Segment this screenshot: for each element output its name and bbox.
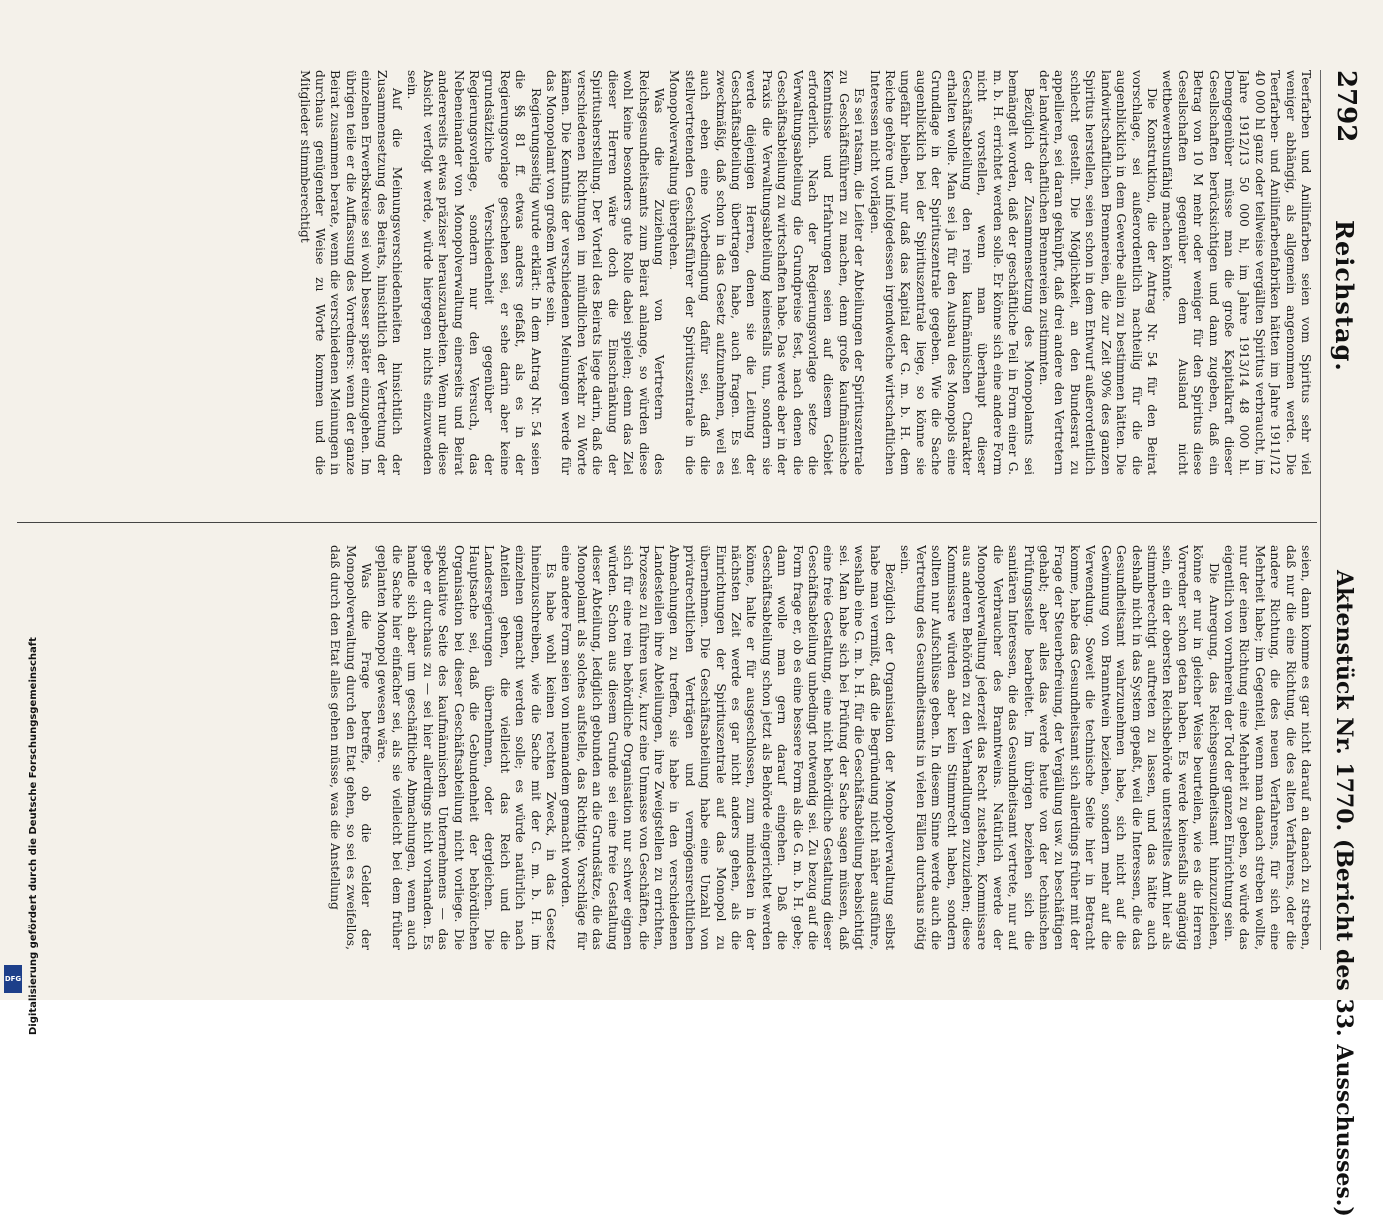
paragraph: seien, dann komme es gar nicht darauf an danach zu streben, daß nur die eine Richtung, die des alten Verfahrens, oder die andere Richtung, die des neuen Verfahrens, für sich eine Mehrheit habe; im Gegenteil, wenn man danach streben wollte, nur der einen Richtung eine Mehrheit zu geben, so würde das eigentlich von vornherein der Tod der ganzen Einrichtung sein. bbox=[1221, 545, 1313, 950]
paragraph: Es habe wohl keinen rechten Zweck, in das Gesetz hineinzuschreiben, wie die Sache mit der G. m. b. H. im einzelnen gemacht werden solle; es würde natürlich nach Anteilen gehen, die vielleicht das Reich und die Landesregierungen übernehmen, oder dergleichen. Die Hauptsache sei, daß die Gebundenheit der behördlichen Organisation bei dieser Geschäftsabteilung nicht vorliege. Die spekulative Seite des kaufmännischen Unternehmens — das gebe er durchaus zu — sei hier allerdings nicht vorhanden. Es handle sich aber um geschäftliche Abmachungen, wenn auch die Sache hier einfacher sei, als sie vielleicht bei dem früher geplanten Monopol gewesen wäre. bbox=[374, 545, 559, 950]
text-column-right bbox=[23, 545, 1313, 950]
text-column-left bbox=[23, 70, 1313, 475]
paragraph: Was die Frage betreffe, ob die Gelder der Monopolverwaltung durch den Etat gehen, so sei es zweifellos, daß durch den Etat alles gehen müsse, was die Anstellung bbox=[328, 545, 374, 950]
paragraph: Bezüglich der Organisation der Monopolverwaltung selbst habe man vermißt, daß die Begründung nicht näher ausführe, weshalb eine G. m. b. H. für die Geschäftsabteilung beabsichtigt sei. Man habe sich bei Prüfung der Sache sagen müssen, daß eine freie Gestaltung, eine nicht behördliche Gestaltung dieser Geschäftsabteilung unbedingt notwendig sei. Zu bezug auf die Form frage er, ob es eine bessere Form als die G. m. b. H. gebe; dann wolle man gern darauf eingehen. Daß die Geschäftsabteilung schon jetzt als Behörde eingerichtet werden könne, halte er für ausgeschlossen, zum mindesten in der nächsten Zeit werde es gar nicht anders gehen, als die Einrichtungen der Spirituszentrale auf das Monopol zu übernehmen. Die Geschäftsabteilung habe eine Unzahl von privatrechtlichen Verträgen und vermögensrechtlichen Abmachungen zu treffen, sie habe in den verschiedenen Landesteilen ihre Abteilungen, ihre Zweigstellen zu errichten, Prozesse zu führen usw., kurz eine Unmasse von Geschäften, die sich für eine rein behördliche Organisation nur schwer eignen würden. Schon aus diesem Grunde sei eine freie Gestaltung dieser Abteilung, lediglich gebunden an die Grundsätze, die das Monopolamt als solches aufstelle, das Richtige. Vorschläge für eine andere Form seien von niemandem gemacht worden. bbox=[559, 545, 898, 950]
funding-notice: Digitalisierung gefördert durch die Deutsche Forschungsgemeinschaft bbox=[28, 637, 39, 1035]
dfg-logo-icon: DFG bbox=[4, 965, 22, 993]
header-title: Reichstag. bbox=[1330, 220, 1359, 372]
header-subtitle: Aktenstück Nr. 1770. (Bericht des 33. Ausschusses.) bbox=[1331, 570, 1357, 1217]
paragraph: Auf die Meinungsverschiedenheiten hinsichtlich der Zusammensetzung des Beirats, hinsichtlich der Vertretung der einzelnen Erwerbskreise sei wohl besser später einzugehen. Im übrigen teile er die Auffassung des Vorredners: wenn der ganze Beirat zusammen berate, wenn die verschiedenen Meinungen in durchaus genügender Weise zu Worte kommen und die Mitglieder stimmberechtigt bbox=[297, 70, 405, 475]
paragraph: Die Konstruktion, die der Antrag Nr. 54 für den Beirat vorschlage, sei außerordentlich nachteilig für die die augenblicklich in dem Gewerbe allein zu bestimmen hätten. Die landwirtschaftlichen Brennereien, die zur Zeit 90% des ganzen Spiritus herstellen, seien schon in dem Entwurf außerordentlich schlecht gestellt. Die Möglichkeit, an den Bundesrat zu appellieren, sei daran geknüpft, daß drei andere den Vertretern der landwirtschaftlichen Brennereien zustimmten. bbox=[1037, 70, 1159, 475]
paragraph: Was die Zuziehung von Vertretern des Reichsgesundheitsamts zum Beirat anlange, so würden diese wohl keine besonders gute Rolle dabei spielen; denn das Ziel dieser Herren wäre doch die Einschränkung der Spiritusherstellung. Der Vorteil des Beirats liege darin, daß die verschiedenen Richtungen im mündlichen Verkehr zu Worte kämen. Die Kenntnis der verschiedenen Meinungen werde für das Monopolamt von großem Werte sein. bbox=[544, 70, 666, 475]
paragraph: Regierungsseitig wurde erklärt: In dem Antrag Nr. 54 seien die §§ 81 ff. etwas anders gefaßt, als es in der Regierungsvorlage geschehen sei, er sehe darin aber keine grundsätzliche Verschiedenheit gegenüber der Regierungsvorlage, sondern nur den Versuch, das Nebeneinander von Monopolverwaltung einerseits und Beirat andererseits etwas präziser herauszuarbeiten. Wenn nur diese Absicht verfolgt werde, würde hiergegen nichts einzuwenden sein. bbox=[405, 70, 543, 475]
paragraph: Die Anregung, das Reichsgesundheitsamt hinzuzuziehen, könne er nur in gleicher Weise beurteilen, wie es die Herren Vorredner schon getan haben. Es werde keinesfalls angängig sein, ein der obersten Reichsbehörde unterstelltes Amt hier als stimmberechtigt auftreten zu lassen, und das hätte auch deshalb nicht in das System gepaßt, weil die Interessen, die das Gesundheitsamt wahrzunehmen habe, sich nicht auf die Gewinnung von Branntwein beziehen, sondern mehr auf die Verwendung. Soweit die technische Seite hier in Betracht komme, habe das Gesundheitsamt sich allerdings früher mit der Frage der Steuerbefreiung, der Vergällung usw. zu beschäftigen gehabt; aber alles das werde heute von der technischen Prüfungsstelle bearbeitet. Im übrigen beziehen sich die sanitären Interessen, die das Gesundheitsamt vertrete, nur auf die Verbraucher des Branntweins. Natürlich werde der Monopolverwaltung jederzeit das Recht zustehen, Kommissare aus anderen Behörden zu den Verhandlungen zuzuziehen; diese Kommissare würden aber kein Stimmrecht haben, sondern sollten nur Aufschlüsse geben. In diesem Sinne werde auch die Vertretung des Gesundheitsamts in vielen Fällen durchaus nötig sein. bbox=[898, 545, 1221, 950]
digitization-footer bbox=[8, 40, 39, 1035]
paragraph: Teerfarben und Anilinfarben seien vom Spiritus sehr viel weniger abhängig, als allgemein angenommen werde. Die Teerfarben- und Anilinfarbenfabriken hätten im Jahre 1911/12 40 000 hl ganz oder teilweise vergällten Spiritus verbraucht, im Jahre 1912/13 50 000 hl, im Jahre 1913/14 48 000 hl. Demgegenüber müsse man die große Kapitalkraft dieser Gesellschaften berücksichtigen und dann zugeben, daß ein Betrag von 10 M mehr oder weniger für den Spiritus diese Gesellschaften gegenüber dem Ausland nicht wettbewerbsunfähig machen könnte. bbox=[1160, 70, 1313, 475]
page-number: 2792 bbox=[1331, 70, 1361, 143]
paragraph: Bezüglich der Zusammensetzung des Monopolamts sei bemängelt worden, daß der geschäftliche Teil in Form einer G. m. b. H. errichtet werden solle. Er könne sich eine andere Form nicht vorstellen, wenn man überhaupt dieser Geschäftsabteilung den rein kaufmännischen Charakter erhalten wolle. Man sei ja für den Ausbau des Monopols eine Grundlage in der Spirituszentrale gegeben. Wie die Sache augenblicklich bei der Spirituszentrale liege, so könne sie ungefähr bleiben, nur daß das Kapital der G. m. b. H. dem Reiche gehöre und infolgedessen irgendwelche wirtschaftlichen Interessen nicht vorlägen. bbox=[867, 70, 1036, 475]
column-divider bbox=[17, 522, 1317, 523]
header-rule bbox=[1320, 70, 1321, 950]
page-header bbox=[1321, 70, 1361, 1217]
paragraph: Es sei ratsam, die Leiter der Abteilungen der Spirituszentrale zu Geschäftsführern zu machen, denn große kaufmännische Kenntnisse und Erfahrungen seien auf diesem Gebiet erforderlich. Nach der Regierungsvorlage setze die Verwaltungsabteilung die Grundpreise fest, nach denen die Geschäftsabteilung zu wirtschaften habe. Das werde aber in der Praxis die Verwaltungsabteilung keinesfalls tun, sondern sie werde diejenigen Herren, denen sie die Leitung der Geschäftsabteilung übertragen habe, auch fragen. Es sei zweckmäßig, daß schon in das Gesetz aufzunehmen, weil es auch eben eine Vorbedingung dafür sei, daß die stellvertretenden Geschäftsführer der Spirituszentrale in die Monopolverwaltung übergehen. bbox=[667, 70, 867, 475]
